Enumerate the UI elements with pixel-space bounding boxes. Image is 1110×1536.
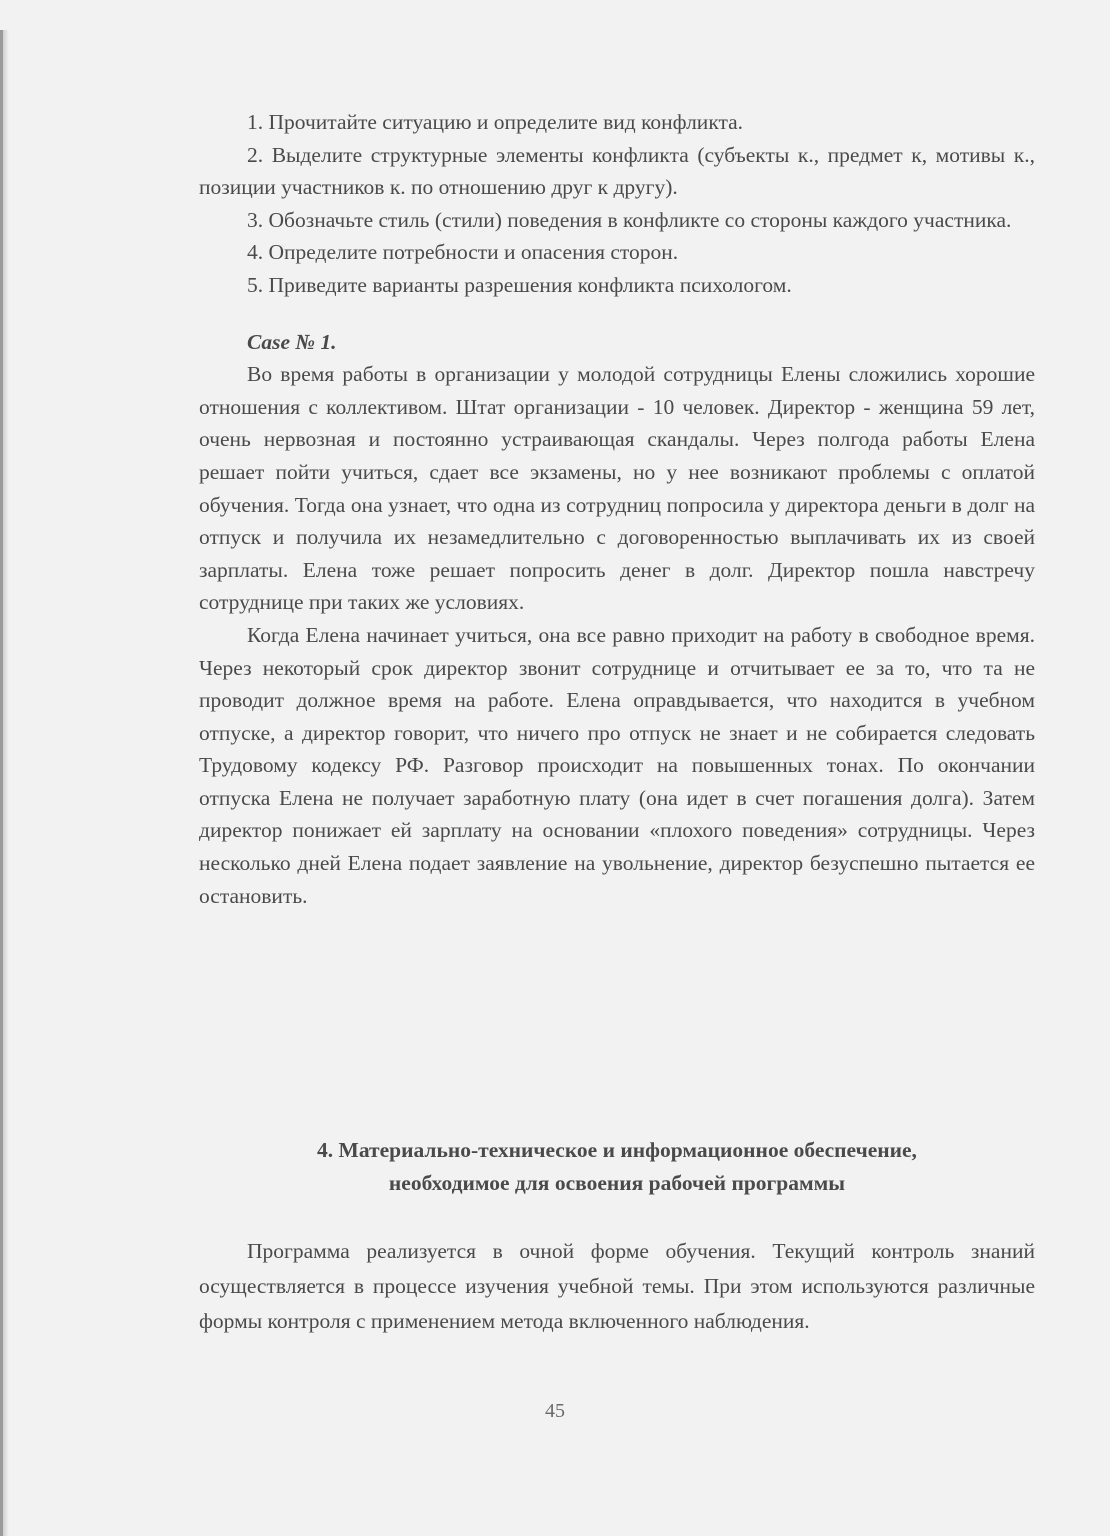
case-paragraph-2: Когда Елена начинает учиться, она все равно приходит на работу в свободное время. Через некоторый срок директор звонит сотруднице и отчитывает ее за то, что та не проводит должное время на работе. Елена оправдывается, что находится в учебном отпуске, а директор говорит, что ничего про отпуск не знает и не собирается следовать Трудовому кодексу РФ. Разговор происходит на повышенных тонах. По окончании отпуска Елена не получает заработную плату (она идет в счет погашения долга). Затем директор понижает ей зарплату на основании «плохого поведения» сотрудницы. Через несколько дней Елена подает заявление на увольнение, директор безуспешно пытается ее остановить.	[199, 622, 1035, 908]
task-1: 1. Прочитайте ситуацию и определите вид конфликта.	[247, 110, 744, 134]
task-3: 3. Обозначьте стиль (стили) поведения в конфликте со стороны каждого участника.	[247, 207, 1012, 232]
task-2: 2. Выделите структурные элементы конфликта (субъекты к., предмет к, мотивы к., позиции участников к. по отношению друг к другу).	[199, 142, 1035, 200]
section-heading-line-2: необходимое для освоения рабочей программы	[388, 1171, 846, 1195]
section-body	[199, 1234, 1035, 1339]
task-4: 4. Определите потребности и опасения сторон.	[247, 240, 679, 265]
section-paragraph: Программа реализуется в очной форме обучения. Текущий контроль знаний осуществляется в процессе изучения учебной темы. При этом используются различные формы контроля с применением метода включенного наблюдения.	[199, 1239, 1035, 1333]
page-number: 45	[545, 1400, 565, 1422]
page-content	[199, 106, 1035, 912]
case-title: Case № 1.	[247, 329, 337, 354]
task-5: 5. Приведите варианты разрешения конфликта психологом.	[247, 272, 792, 297]
section-heading-line-1: 4. Материально-техническое и информационное обеспечение,	[317, 1138, 917, 1162]
case-paragraph-1: Во время работы в организации у молодой сотрудницы Елены сложились хорошие отношения с коллективом. Штат организации - 10 человек. Директор - женщина 59 лет, очень нервозная и постоянно устраивающая скандалы. Через полгода работы Елена решает пойти учиться, сдает все экзамены, но у нее возникают проблемы с оплатой обучения. Тогда она узнает, что одна из сотрудниц попросила у директора деньги в долг на отпуск и получила их незамедлительно с договоренностью выплачивать их из своей зарплаты. Елена тоже решает попросить денег в долг. Директор пошла навстречу сотруднице при таких же условиях.	[199, 362, 1035, 615]
spacer	[199, 302, 1035, 326]
section-heading	[199, 1134, 1035, 1200]
binding-shadow	[3, 30, 9, 1536]
